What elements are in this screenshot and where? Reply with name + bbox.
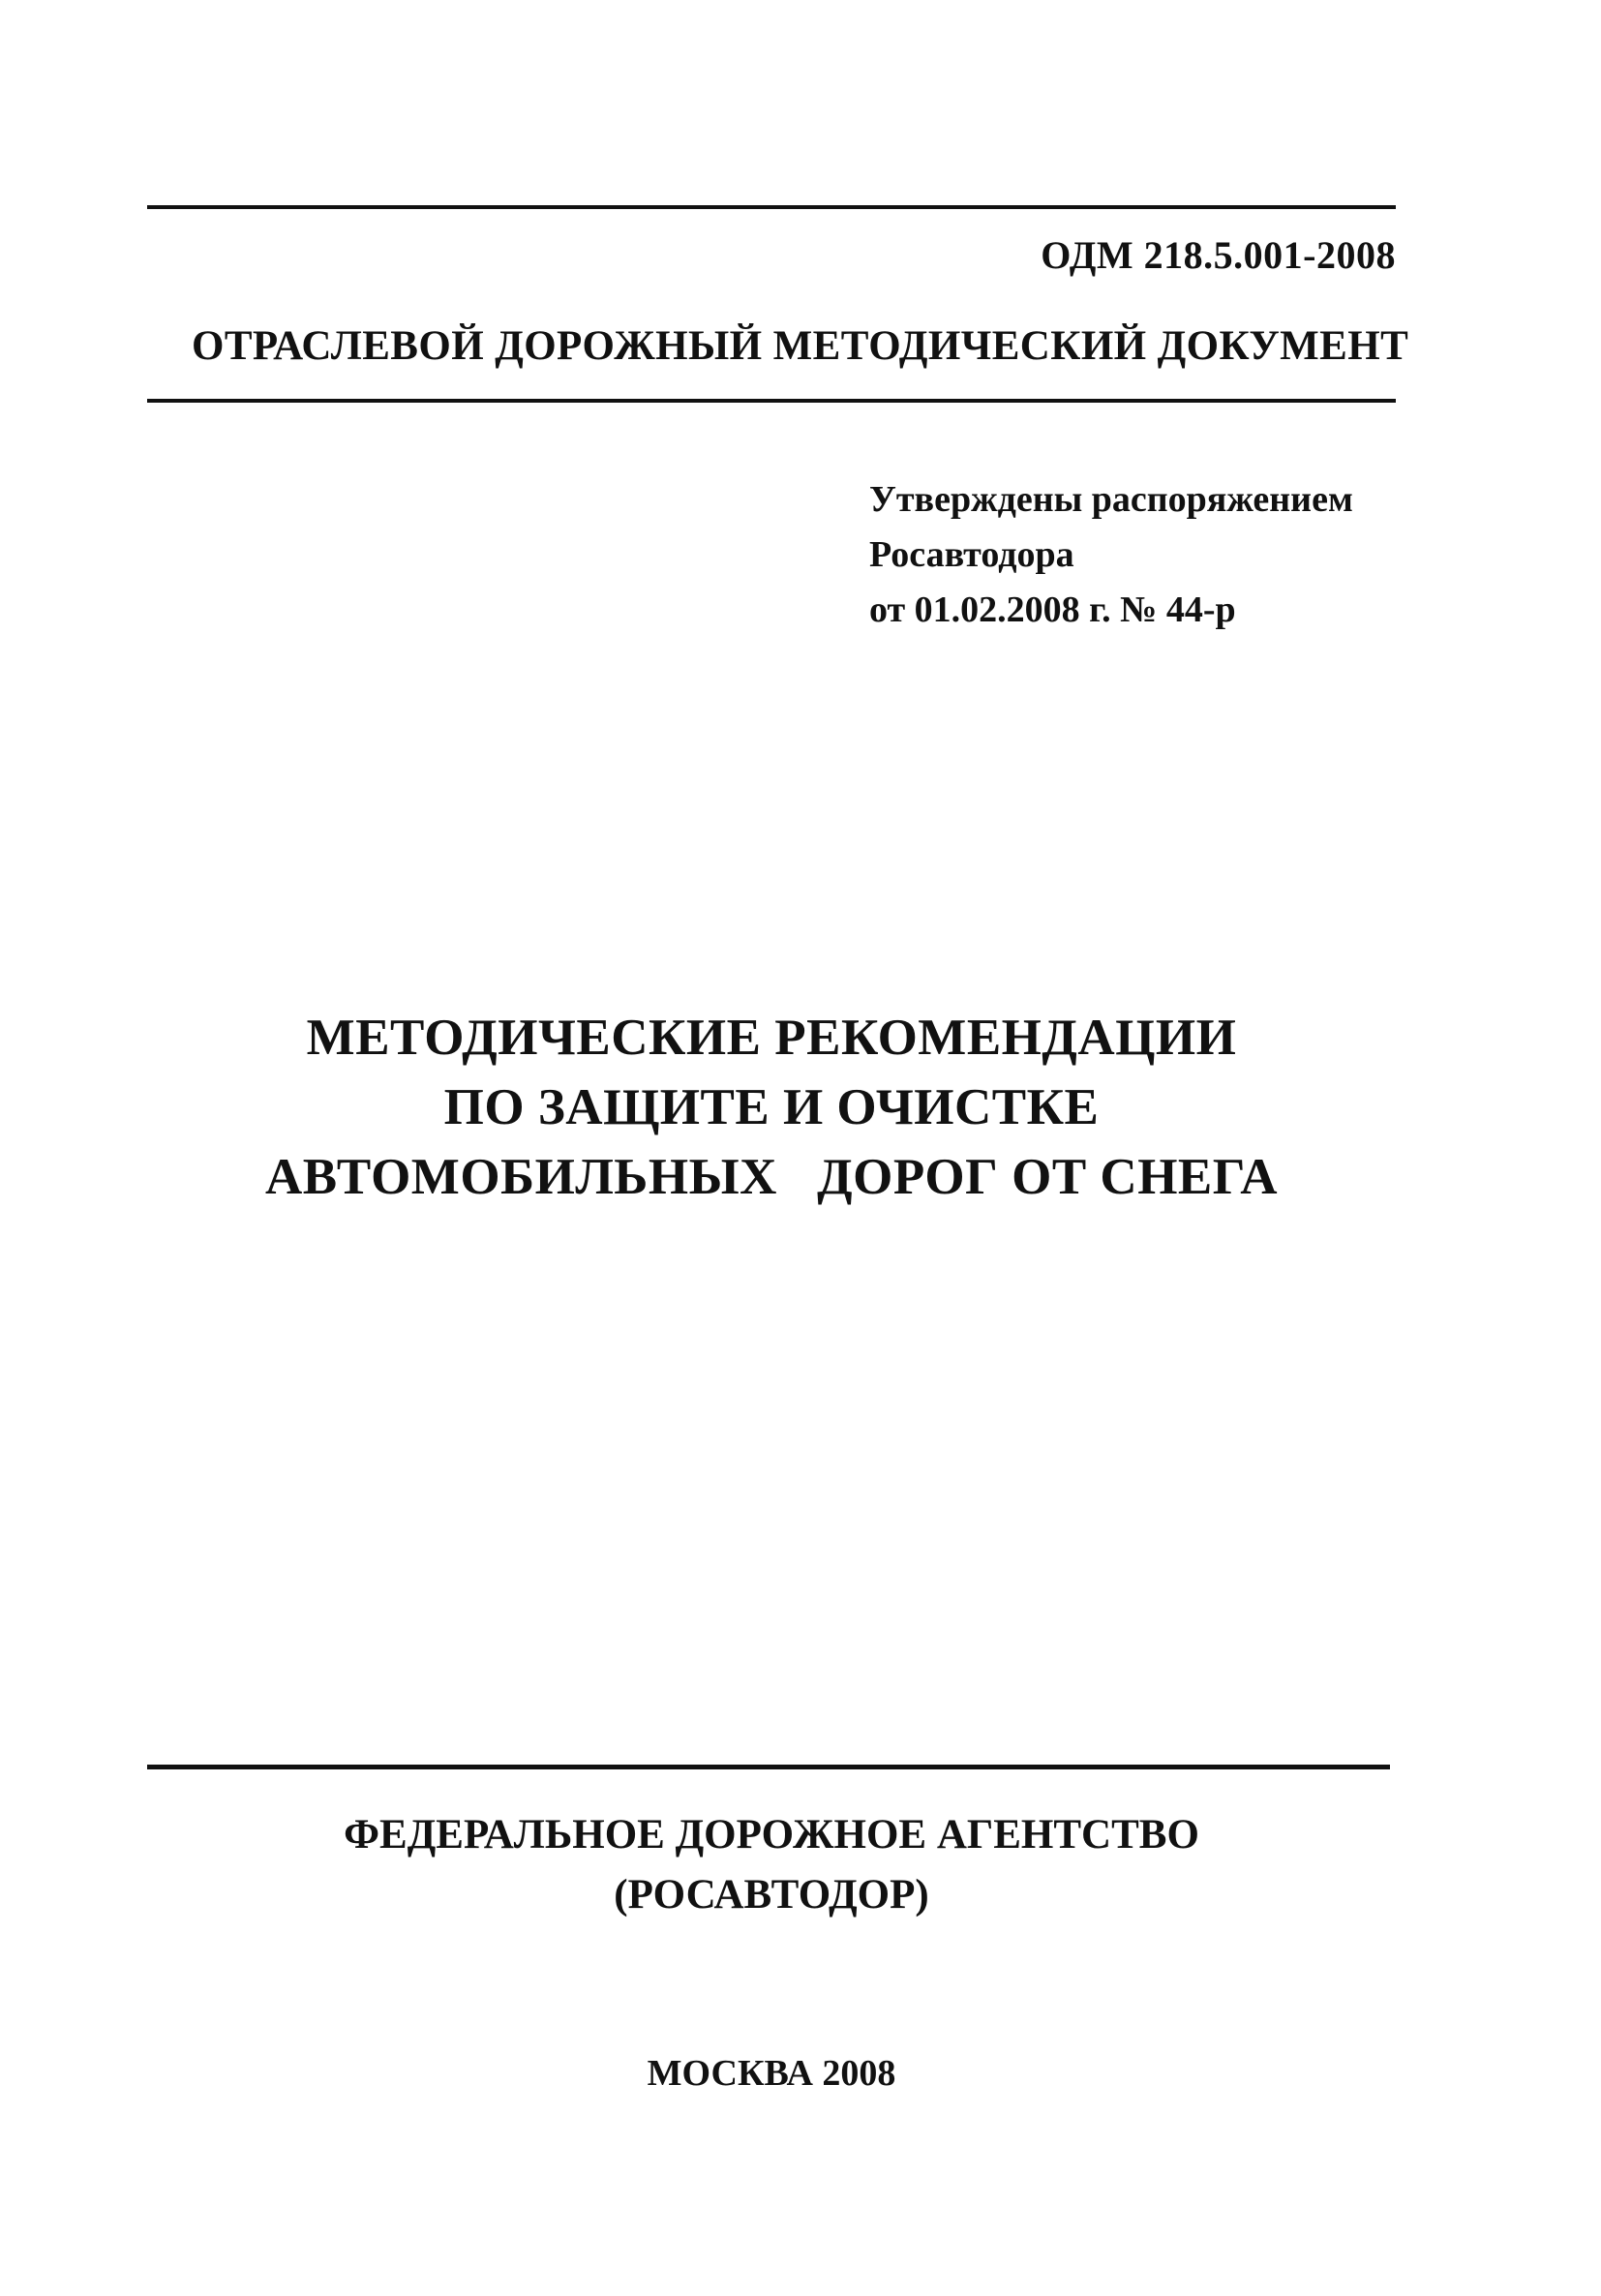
- approval-line: от 01.02.2008 г. № 44-р: [869, 589, 1236, 630]
- agency-line: ФЕДЕРАЛЬНОЕ ДОРОЖНОЕ АГЕНТСТВО: [344, 1812, 1199, 1858]
- agency-line: (РОСАВТОДОР): [614, 1872, 929, 1918]
- approval-block: [869, 472, 1353, 638]
- top-divider-line: [147, 205, 1396, 209]
- title-line: ПО ЗАЩИТЕ И ОЧИСТКЕ: [443, 1079, 1100, 1135]
- approval-line: Росавтодора: [869, 534, 1074, 575]
- header-divider-line: [147, 399, 1396, 403]
- approval-line: Утверждены распоряжением: [869, 479, 1353, 520]
- city-year: МОСКВА 2008: [647, 2053, 896, 2094]
- title-line: АВТОМОБИЛЬНЫХ ДОРОГ ОТ СНЕГА: [265, 1149, 1278, 1205]
- document-title: [147, 1003, 1396, 1212]
- agency-name: [147, 1805, 1396, 1925]
- document-code: ОДМ 218.5.001-2008: [1041, 233, 1396, 277]
- title-line: МЕТОДИЧЕСКИЕ РЕКОМЕНДАЦИИ: [306, 1010, 1237, 1066]
- footer-divider-line: [147, 1765, 1390, 1769]
- document-type-heading: ОТРАСЛЕВОЙ ДОРОЖНЫЙ МЕТОДИЧЕСКИЙ ДОКУМЕНТ: [192, 323, 1409, 369]
